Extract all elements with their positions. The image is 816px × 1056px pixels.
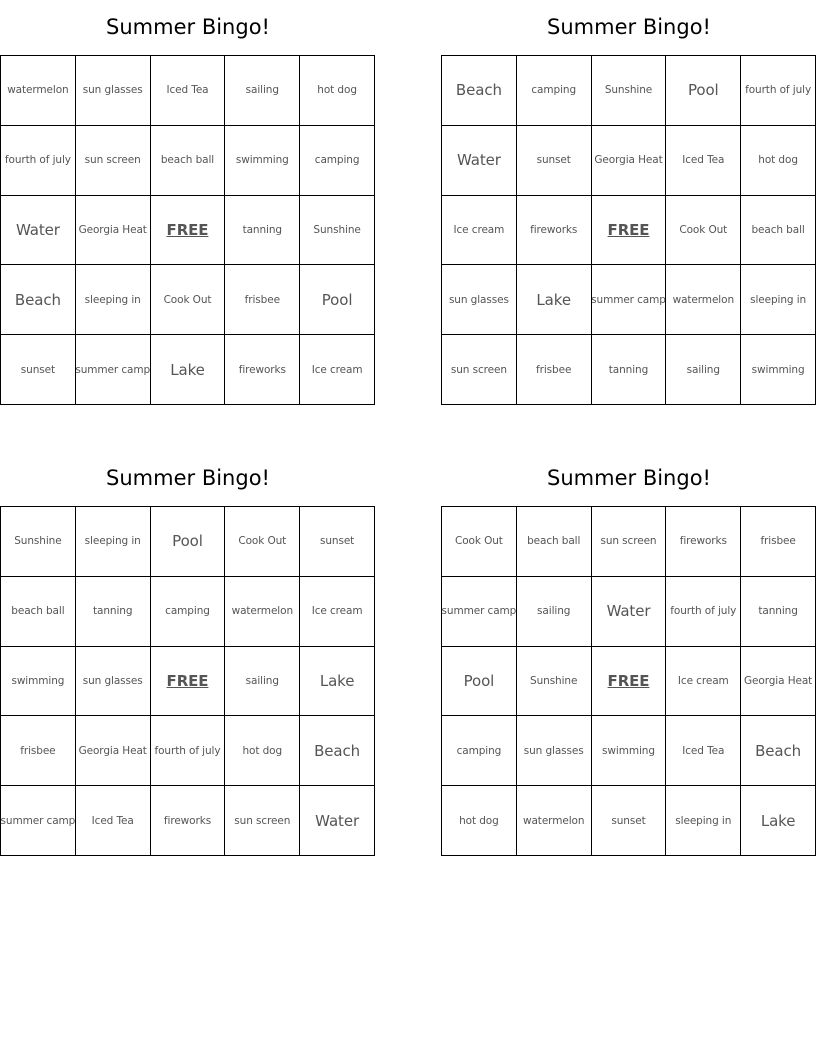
free-space-cell: FREE [592, 647, 667, 717]
bingo-cell: watermelon [1, 56, 76, 126]
bingo-cell: summer camp [1, 786, 76, 856]
bingo-cell: swimming [1, 647, 76, 717]
bingo-cell: beach ball [517, 507, 592, 577]
bingo-cell: watermelon [225, 577, 300, 647]
bingo-cell: sailing [225, 647, 300, 717]
bingo-cell: Water [1, 196, 76, 266]
bingo-cell: sailing [225, 56, 300, 126]
bingo-cell: Water [592, 577, 667, 647]
bingo-cell: fireworks [225, 335, 300, 405]
bingo-grid [0, 55, 375, 405]
bingo-cell: camping [517, 56, 592, 126]
bingo-cell: Sunshine [517, 647, 592, 717]
bingo-cell: Water [300, 786, 375, 856]
bingo-card-3 [0, 451, 376, 857]
bingo-cell: beach ball [151, 126, 226, 196]
bingo-cell: sailing [517, 577, 592, 647]
bingo-cell: swimming [741, 335, 816, 405]
bingo-cell: Pool [151, 507, 226, 577]
bingo-cell: Beach [442, 56, 517, 126]
bingo-cell: Cook Out [442, 507, 517, 577]
bingo-cell: Sunshine [1, 507, 76, 577]
bingo-cell: summer camp [592, 265, 667, 335]
bingo-cell: Sunshine [300, 196, 375, 266]
bingo-cell: camping [151, 577, 226, 647]
free-space-cell: FREE [151, 647, 226, 717]
free-space-cell: FREE [592, 196, 667, 266]
bingo-cell: sun glasses [76, 56, 151, 126]
bingo-cell: Lake [151, 335, 226, 405]
bingo-cell: Ice cream [666, 647, 741, 717]
bingo-cell: Iced Tea [151, 56, 226, 126]
bingo-cell: sleeping in [76, 265, 151, 335]
card-title: Summer Bingo! [106, 15, 270, 39]
bingo-cell: Pool [666, 56, 741, 126]
bingo-card-4 [441, 451, 816, 857]
bingo-cell: Cook Out [666, 196, 741, 266]
bingo-cell: Cook Out [151, 265, 226, 335]
bingo-cell: frisbee [517, 335, 592, 405]
bingo-cell: Beach [1, 265, 76, 335]
bingo-cell: Iced Tea [76, 786, 151, 856]
bingo-cell: swimming [592, 716, 667, 786]
bingo-cell: summer camp [76, 335, 151, 405]
card-title: Summer Bingo! [547, 466, 711, 490]
bingo-cell: frisbee [1, 716, 76, 786]
bingo-cell: sleeping in [666, 786, 741, 856]
bingo-cell: camping [442, 716, 517, 786]
bingo-cell: fireworks [517, 196, 592, 266]
card-title: Summer Bingo! [547, 15, 711, 39]
bingo-cell: Georgia Heat [592, 126, 667, 196]
bingo-cell: sun screen [442, 335, 517, 405]
bingo-cell: watermelon [517, 786, 592, 856]
bingo-cell: beach ball [741, 196, 816, 266]
bingo-grid [441, 55, 816, 405]
bingo-cell: tanning [741, 577, 816, 647]
bingo-cell: Lake [517, 265, 592, 335]
bingo-cell: Water [442, 126, 517, 196]
bingo-cell: sunset [592, 786, 667, 856]
bingo-cell: Sunshine [592, 56, 667, 126]
bingo-cell: hot dog [442, 786, 517, 856]
bingo-cell: sunset [300, 507, 375, 577]
bingo-cell: frisbee [741, 507, 816, 577]
bingo-cell: fourth of july [741, 56, 816, 126]
card-title: Summer Bingo! [106, 466, 270, 490]
bingo-cell: Beach [741, 716, 816, 786]
bingo-cell: sunset [1, 335, 76, 405]
bingo-cell: fourth of july [666, 577, 741, 647]
bingo-cell: fourth of july [151, 716, 226, 786]
bingo-cell: sun glasses [517, 716, 592, 786]
bingo-cell: watermelon [666, 265, 741, 335]
bingo-card-2 [441, 0, 816, 406]
bingo-cell: summer camp [442, 577, 517, 647]
bingo-cell: sleeping in [76, 507, 151, 577]
bingo-cell: hot dog [300, 56, 375, 126]
bingo-cell: Lake [741, 786, 816, 856]
bingo-cell: Ice cream [300, 577, 375, 647]
bingo-cell: hot dog [225, 716, 300, 786]
bingo-cell: Pool [300, 265, 375, 335]
bingo-cell: sun screen [225, 786, 300, 856]
bingo-cell: fireworks [666, 507, 741, 577]
bingo-cell: sleeping in [741, 265, 816, 335]
bingo-cell: hot dog [741, 126, 816, 196]
bingo-grid [441, 506, 816, 856]
bingo-cell: Ice cream [300, 335, 375, 405]
bingo-cell: camping [300, 126, 375, 196]
bingo-cell: sunset [517, 126, 592, 196]
bingo-cell: sailing [666, 335, 741, 405]
bingo-cell: swimming [225, 126, 300, 196]
bingo-cell: Georgia Heat [741, 647, 816, 717]
bingo-cell: tanning [76, 577, 151, 647]
bingo-cell: sun screen [592, 507, 667, 577]
bingo-cell: sun screen [76, 126, 151, 196]
bingo-cell: Beach [300, 716, 375, 786]
bingo-cell: beach ball [1, 577, 76, 647]
bingo-cell: tanning [592, 335, 667, 405]
bingo-cell: sun glasses [442, 265, 517, 335]
bingo-cell: Iced Tea [666, 126, 741, 196]
bingo-cell: Pool [442, 647, 517, 717]
bingo-cell: Georgia Heat [76, 716, 151, 786]
bingo-cell: frisbee [225, 265, 300, 335]
bingo-cell: sun glasses [76, 647, 151, 717]
free-space-cell: FREE [151, 196, 226, 266]
bingo-cell: Ice cream [442, 196, 517, 266]
bingo-cell: Georgia Heat [76, 196, 151, 266]
bingo-cell: Iced Tea [666, 716, 741, 786]
bingo-cell: fourth of july [1, 126, 76, 196]
bingo-cell: fireworks [151, 786, 226, 856]
bingo-grid [0, 506, 375, 856]
bingo-cell: tanning [225, 196, 300, 266]
bingo-cell: Cook Out [225, 507, 300, 577]
bingo-cell: Lake [300, 647, 375, 717]
bingo-card-1 [0, 0, 376, 406]
